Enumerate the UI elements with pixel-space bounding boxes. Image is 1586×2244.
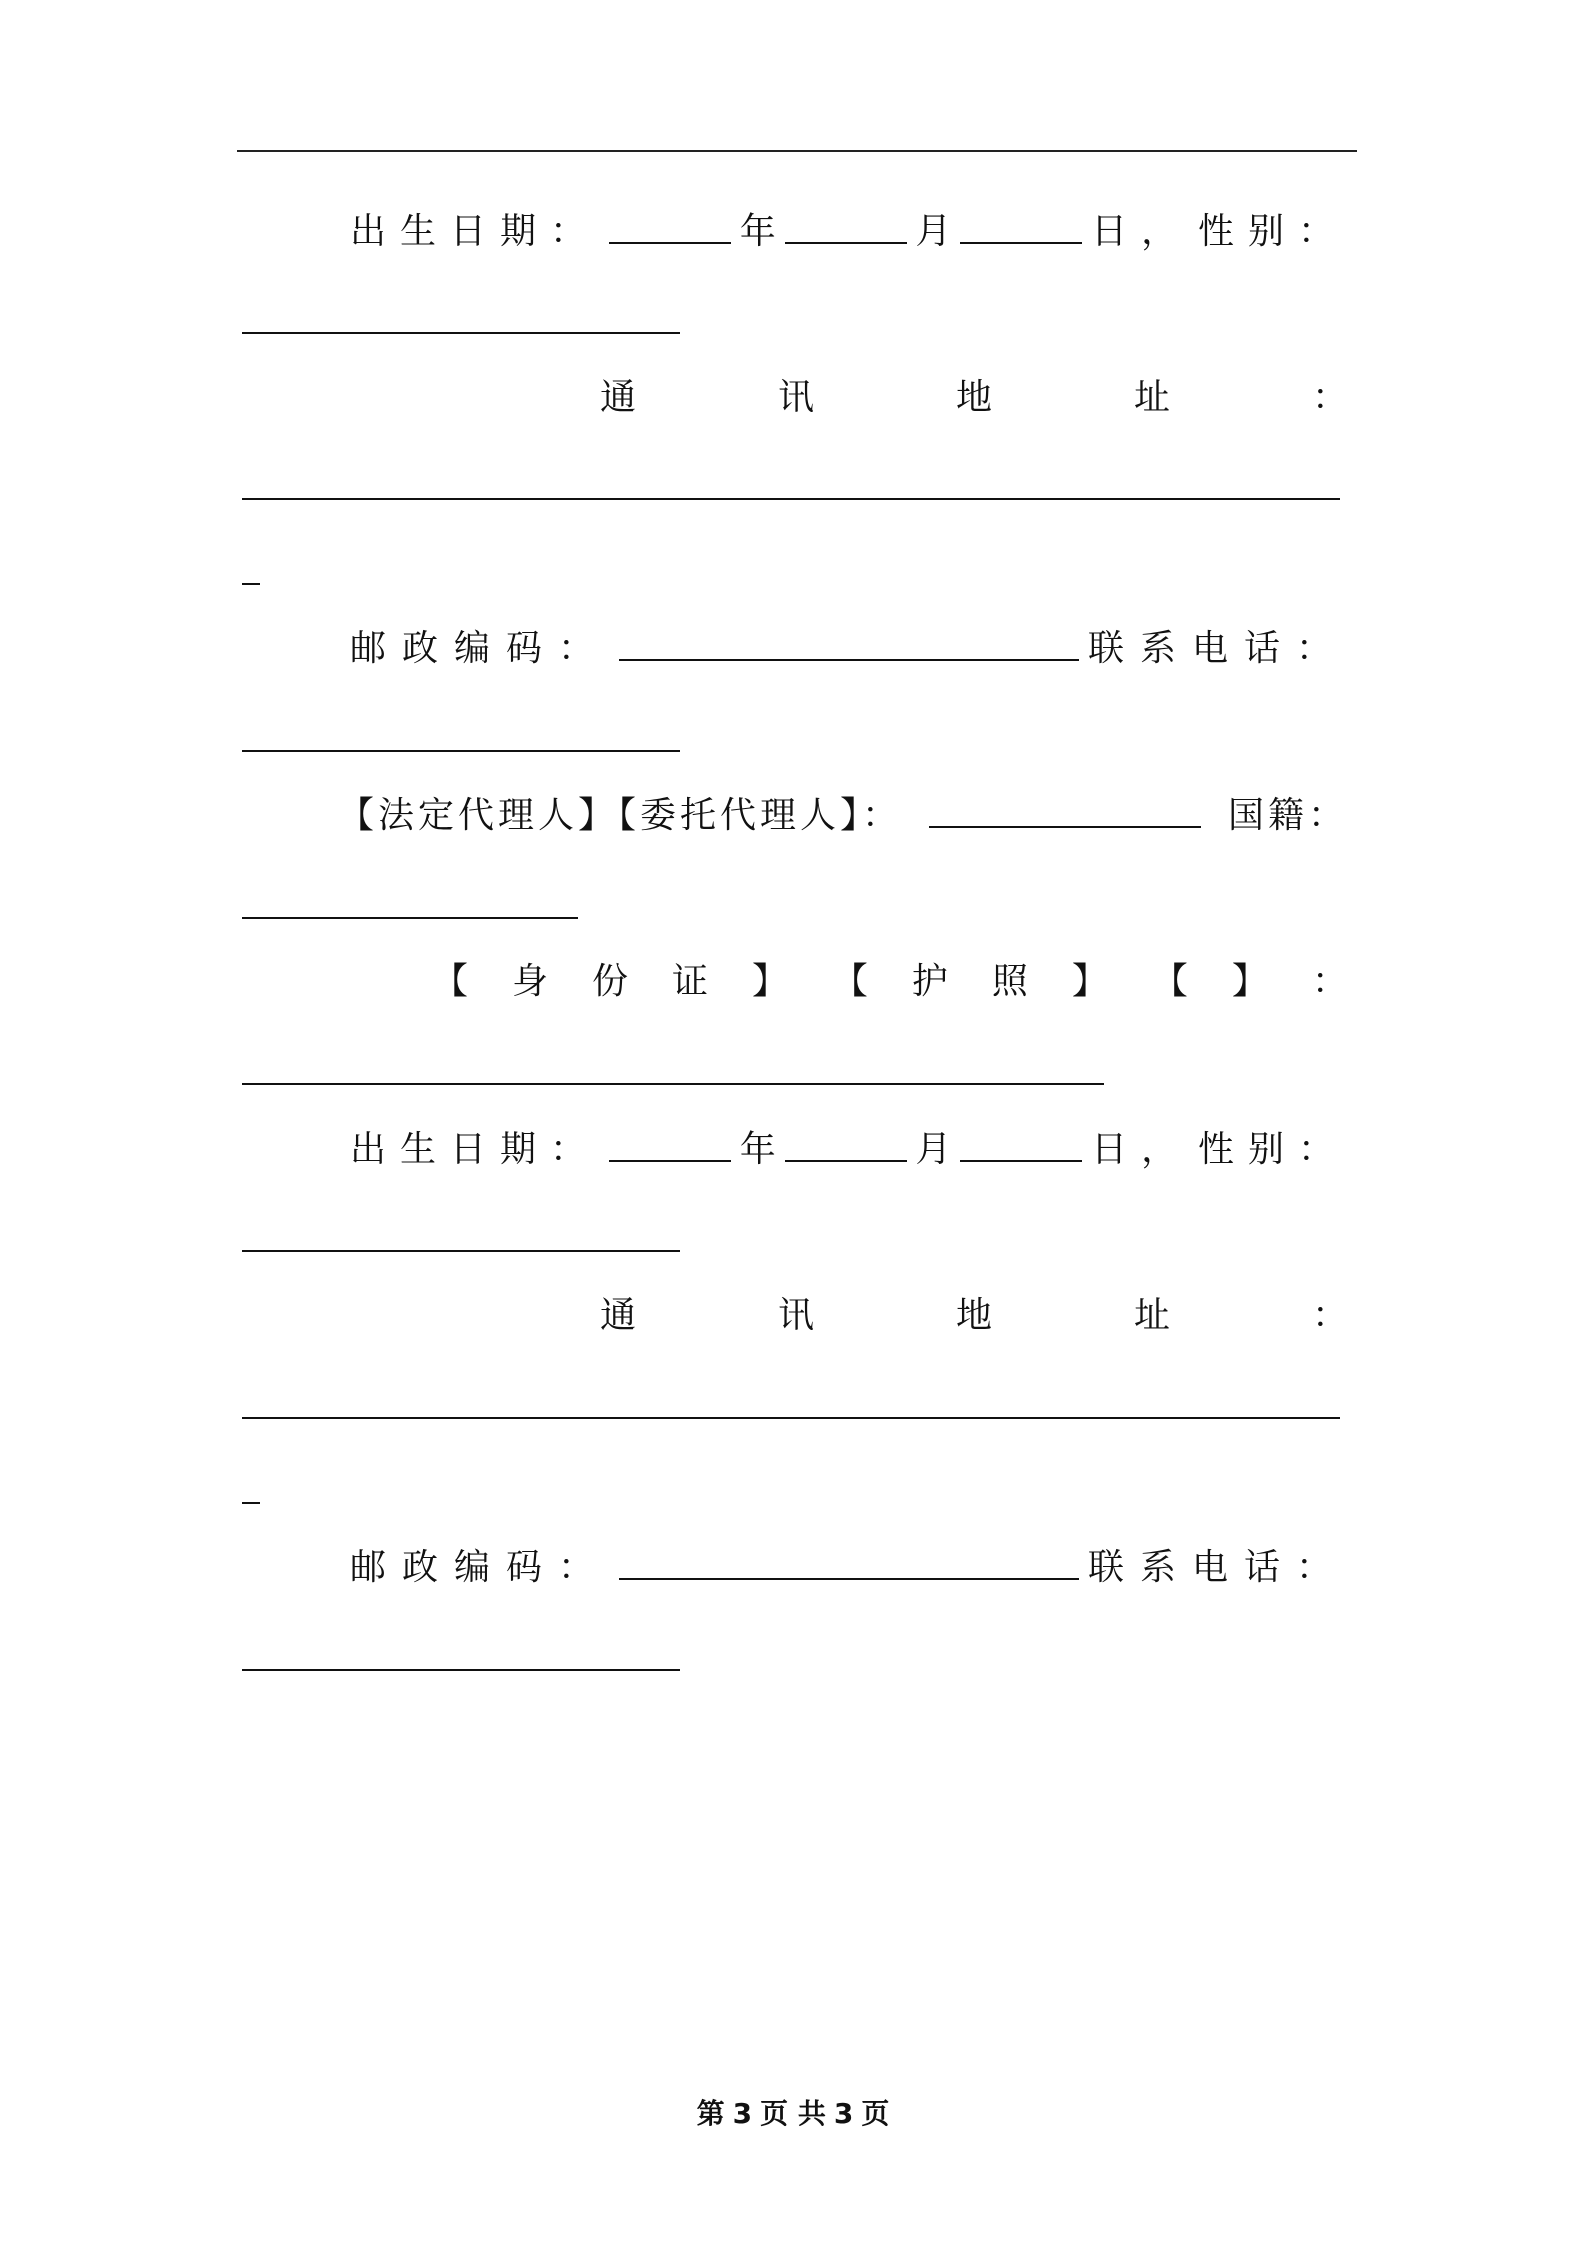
id-type-row [432,956,1348,1000]
id-bracket-open-2: 【 [831,960,868,1002]
footer-suffix: 页 [861,2097,890,2130]
gender-fill-line-2 [242,1250,680,1252]
day-blank [960,212,1082,244]
address-char-3: 地 [955,376,992,418]
address-fill-line-tail [242,583,260,585]
id-char-5: 照 [991,960,1028,1002]
postal-blank [619,1548,1079,1580]
id-char-1: 身 [511,960,548,1002]
year-blank [609,212,731,244]
agent-label: 【法定代理人】【委托代理人】： [338,794,903,836]
phone-fill-line [242,750,680,752]
year-label: 年 [739,1128,776,1170]
address-row [600,372,1348,416]
address-colon: ： [1311,1294,1348,1336]
id-number-fill-line [242,1083,1104,1085]
postal-blank [619,629,1079,661]
nationality-label: 国籍： [1227,794,1348,836]
address-char-1: 通 [600,1294,637,1336]
address-char-1: 通 [600,376,637,418]
id-colon: ： [1311,960,1348,1002]
address-char-3: 地 [955,1294,992,1336]
address-fill-line-2 [242,1417,1340,1419]
postal-label: 邮政编码： [350,1546,611,1588]
month-blank [785,1130,907,1162]
nationality-fill-line [242,917,578,919]
address-char-4: 址 [1133,1294,1170,1336]
agent-blank [929,796,1201,828]
address-char-4: 址 [1133,376,1170,418]
page-footer [0,2092,1586,2132]
postal-label: 邮政编码： [350,627,611,669]
year-blank [609,1130,731,1162]
phone-label: 联系电话： [1087,1546,1348,1588]
agent-row [338,790,1348,834]
address-row-2 [600,1290,1348,1334]
birth-date-row-2 [350,1124,1348,1168]
phone-fill-line-2 [242,1669,680,1671]
address-char-2: 讯 [777,1294,814,1336]
id-bracket-close-3: 】 [1231,960,1268,1002]
birth-date-row [350,206,1348,250]
id-bracket-open-3: 【 [1151,960,1188,1002]
id-bracket-close-2: 】 [1071,960,1108,1002]
id-char-2: 份 [591,960,628,1002]
footer-page-number: 3 [732,2097,753,2130]
address-fill-line [242,498,1340,500]
day-blank [960,1130,1082,1162]
postal-row-2 [350,1542,1348,1586]
gender-fill-line [242,332,680,334]
month-label: 月 [915,210,952,252]
month-label: 月 [915,1128,952,1170]
id-bracket-open-1: 【 [432,960,469,1002]
month-blank [785,212,907,244]
id-char-4: 护 [911,960,948,1002]
year-label: 年 [739,210,776,252]
address-fill-line-tail-2 [242,1502,260,1504]
day-label: 日， [1091,1128,1192,1170]
footer-total-pages: 3 [833,2097,854,2130]
footer-middle: 页 共 [760,2097,826,2130]
postal-row [350,623,1348,667]
birth-date-label: 出生日期： [350,1128,601,1170]
birth-date-label: 出生日期： [350,210,601,252]
day-label: 日， [1091,210,1192,252]
address-char-2: 讯 [777,376,814,418]
header-divider [237,150,1357,152]
id-bracket-close-1: 】 [751,960,788,1002]
gender-label: 性别： [1197,210,1348,252]
footer-prefix: 第 [696,2097,725,2130]
id-char-3: 证 [671,960,708,1002]
phone-label: 联系电话： [1087,627,1348,669]
gender-label: 性别： [1197,1128,1348,1170]
address-colon: ： [1311,376,1348,418]
